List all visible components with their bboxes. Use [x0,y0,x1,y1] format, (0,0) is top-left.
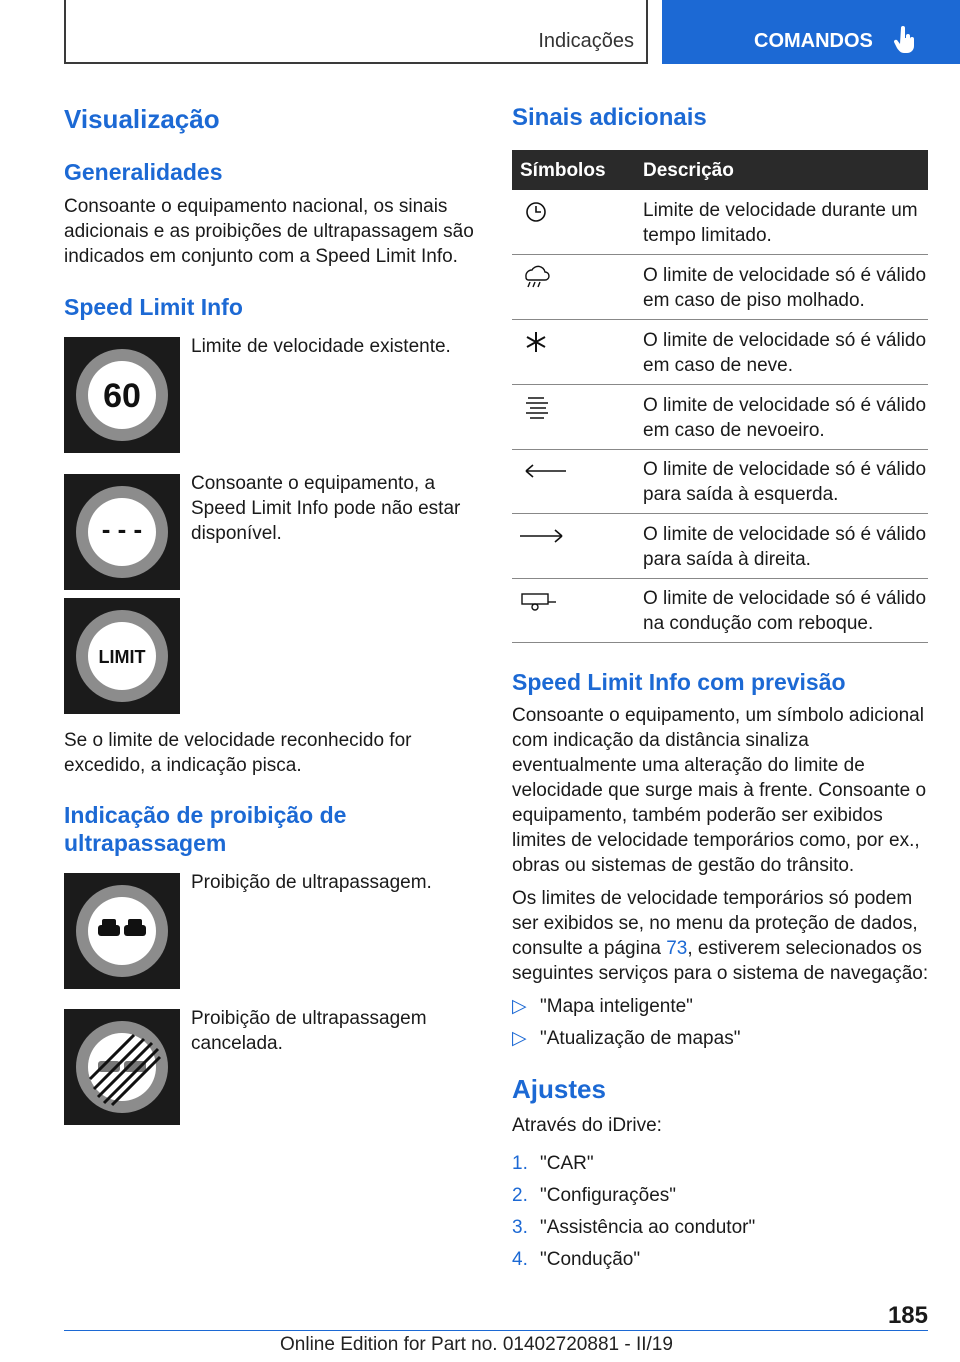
row-description: Limite de velocidade durante um tempo limitado. [643,200,918,246]
arrow-right-icon [518,524,566,548]
text-speed-exceeded: Se o limite de velocidade reconhecido for excedido, a indicação pisca. [64,730,412,776]
heading-ajustes: Ajustes [512,1074,606,1104]
table-row [512,514,928,579]
row-description: O limite de velocidade só é válido em caso de piso molhado. [643,265,927,311]
row-description: O limite de velocidade só é válido em caso de nevoeiro. [643,395,927,441]
table-header [512,150,928,190]
text-previsao-1: Consoante o equipamento, um símbolo adicional com indicação da distância sinaliza eventualmente uma alteração do limite de velocidade que surge mais à frente. Consoante o equipamento, também poderão ser exibidos limites de velocidade temporários como, por ex., obras ou sistemas de gestão do trânsito. [512,705,927,876]
header-section-label: Indicações [538,30,634,52]
clock-icon [518,200,558,224]
arrow-left-icon [518,459,566,483]
sign-dashes-value: - - - [101,514,143,544]
table-row [512,190,928,255]
speed-limit-limit-sign [64,598,180,714]
speed-limit-60-sign [64,337,180,453]
heading-proibicao-line1: Indicação de proibição de [64,802,347,828]
text-no-overtaking-cancelled: Proibição de ultrapassagem cancelada. [191,1008,427,1054]
header-section-box [64,0,648,64]
text-generalidades: Consoante o equipamento nacional, os sinais adicionais e as proibições de ultrapassagem são indicados em conjunto com a Speed Limit Info. [64,196,474,267]
row-description: O limite de velocidade só é válido para saída à direita. [643,524,927,570]
speed-limit-unavailable-sign [64,474,180,590]
no-overtaking-sign [64,873,180,989]
col-header-description: Descrição [643,160,734,181]
sign-limit-value: LIMIT [98,647,146,667]
table-row [512,385,928,450]
page-number: 185 [887,1302,928,1329]
footer-divider [64,1330,928,1331]
page-link-73[interactable]: 73 [666,938,688,959]
fog-icon [518,395,558,419]
sign-60-value: 60 [103,377,141,415]
footer-edition: Online Edition for Part no. 01402720881 - II/19 [280,1334,673,1355]
header-tab-label: COMANDOS [754,30,873,52]
heading-sinais-adicionais: Sinais adicionais [512,104,707,131]
table-row [512,255,928,320]
row-description: O limite de velocidade só é válido para saída à esquerda. [643,459,927,505]
no-overtaking-cancelled-sign [64,1009,180,1125]
text-sign-60: Limite de velocidade existente. [191,336,451,357]
row-description: O limite de velocidade só é válido na condução com reboque. [643,588,927,634]
rain-icon [518,265,558,289]
text-previsao-2: Os limites de velocidade temporários só podem ser exibidos se, no menu da proteção de dados, consulte a página 73, estiverem selecionados os seguintes serviços para o sistema de navegação: [512,888,929,984]
page-title: Visualização [64,104,220,134]
header-tab-comandos[interactable] [662,0,960,64]
heading-speed-limit-info: Speed Limit Info [64,294,243,320]
text-ajustes-intro: Através do iDrive: [512,1115,662,1136]
snowflake-icon [518,330,558,354]
bullet-marker: ▷ [512,996,527,1017]
text-sign-unavailable: Consoante o equipamento, a Speed Limit Info pode não estar disponível. [191,473,461,544]
bullet-marker: ▷ [512,1028,527,1049]
heading-previsao: Speed Limit Info com previsão [512,669,846,695]
heading-proibicao-line2: ultrapassagem [64,830,227,856]
row-description: O limite de velocidade só é válido em caso de neve. [643,330,927,376]
text-no-overtaking: Proibição de ultrapassagem. [191,872,432,893]
table-row [512,578,928,643]
hand-pointer-icon [894,26,916,54]
table-row [512,320,928,385]
table-row [512,449,928,514]
col-header-symbols: Símbolos [520,160,606,181]
trailer-icon [518,588,558,612]
heading-generalidades: Generalidades [64,159,223,185]
